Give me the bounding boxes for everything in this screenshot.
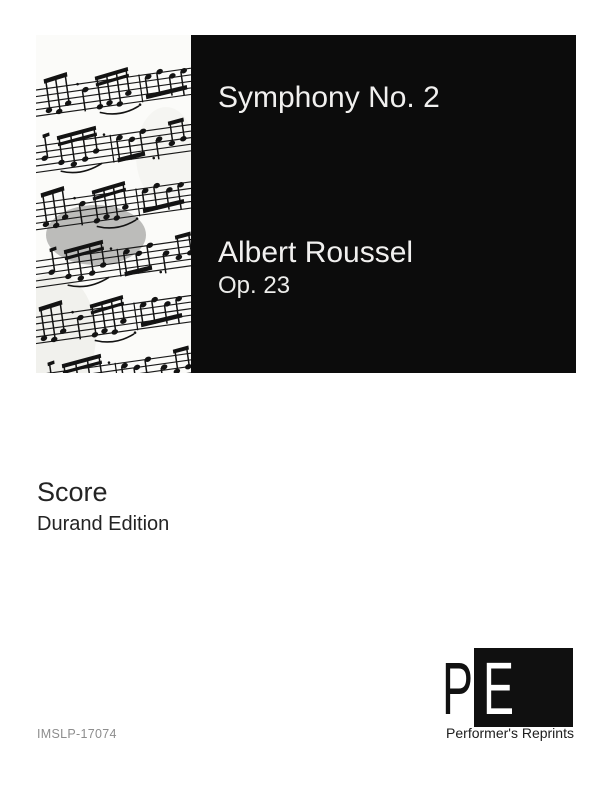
work-title: Symphony No. 2 — [218, 81, 440, 114]
logo-letter-e: E — [483, 647, 514, 730]
cover-banner — [36, 35, 576, 373]
logo-letter-p: P — [442, 647, 473, 730]
sheet-music-image — [36, 35, 191, 373]
composer-name: Albert Roussel — [218, 236, 414, 269]
score-type-label: Score — [37, 477, 108, 507]
edition-label: Durand Edition — [37, 513, 170, 535]
publisher-name: Performer's Reprints — [446, 725, 574, 741]
publisher-logo — [430, 640, 590, 732]
imslp-id: IMSLP-17074 — [37, 727, 117, 741]
opus-number: Op. 23 — [218, 272, 291, 299]
